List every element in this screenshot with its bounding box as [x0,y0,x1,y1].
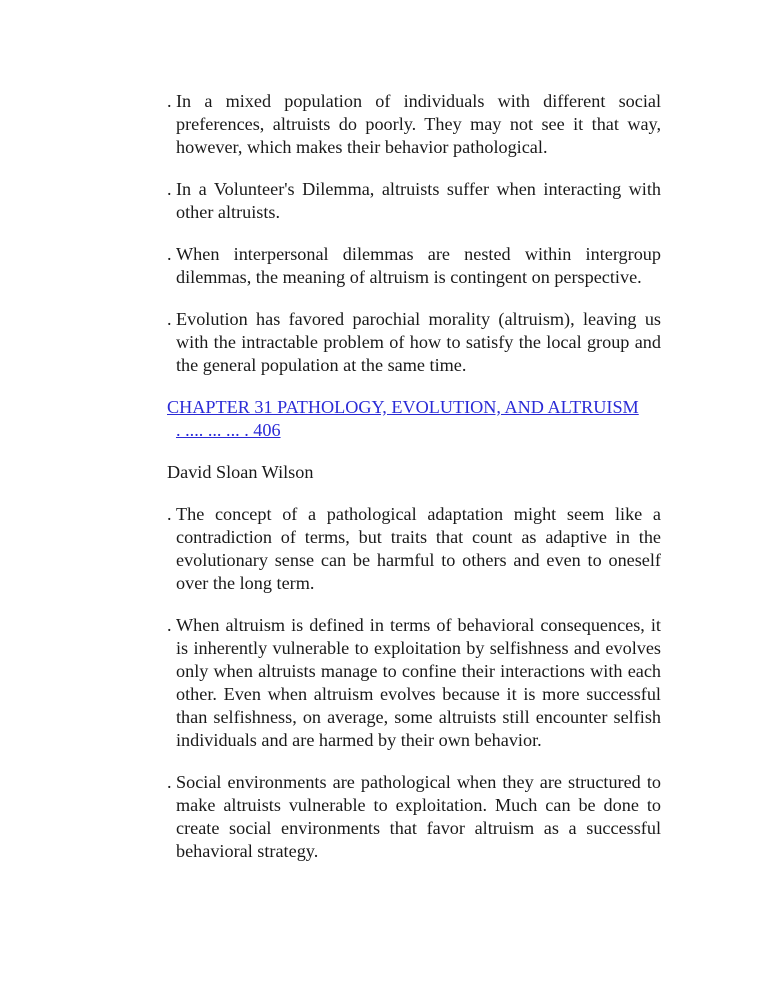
bullet-text: In a Volunteer's Dilemma, altruists suffer when interacting with other altruists. [176,179,661,222]
bullet-item [167,178,661,224]
bullet-item [167,308,661,377]
bullet-text: Social environments are pathological when they are structured to make altruists vulnerable to exploitation. Much can be done to create social environments that favor altruism as a successful behavioral strategy. [176,772,661,861]
document-page [167,90,661,882]
bullet-text: The concept of a pathological adaptation might seem like a contradiction of terms, but traits that count as adaptive in the evolutionary sense can be harmful to others and even to oneself over the long term. [176,504,661,593]
bullet-marker: . [167,309,172,329]
bullet-item [167,243,661,289]
chapter-page-ref: . .... ... ... . 406 [176,420,281,440]
bullet-marker: . [167,179,172,199]
bullet-item [167,771,661,863]
bullet-marker: . [167,91,172,111]
chapter-link[interactable] [167,396,661,442]
bullet-marker: . [167,244,172,264]
bullet-text: Evolution has favored parochial morality (altruism), leaving us with the intractable problem of how to satisfy the local group and the general population at the same time. [176,309,661,375]
chapter-title: CHAPTER 31 PATHOLOGY, EVOLUTION, AND ALTRUISM [167,397,639,417]
bullet-text: When interpersonal dilemmas are nested within intergroup dilemmas, the meaning of altruism is contingent on perspective. [176,244,661,287]
bullet-text: In a mixed population of individuals with different social preferences, altruists do poorly. They may not see it that way, however, which makes their behavior pathological. [176,91,661,157]
bullet-marker: . [167,772,172,792]
bullet-item [167,503,661,595]
bullet-item [167,90,661,159]
bullet-item [167,614,661,752]
bullet-marker: . [167,615,172,635]
bullet-text: When altruism is defined in terms of behavioral consequences, it is inherently vulnerable to exploitation by selfishness and evolves only when altruists manage to confine their interactions with each other. Even when altruism evolves because it is more successful than selfishness, on average, some altruists still encounter selfish individuals and are harmed by their own behavior. [176,615,661,750]
bullet-marker: . [167,504,172,524]
chapter-author: David Sloan Wilson [167,462,314,482]
